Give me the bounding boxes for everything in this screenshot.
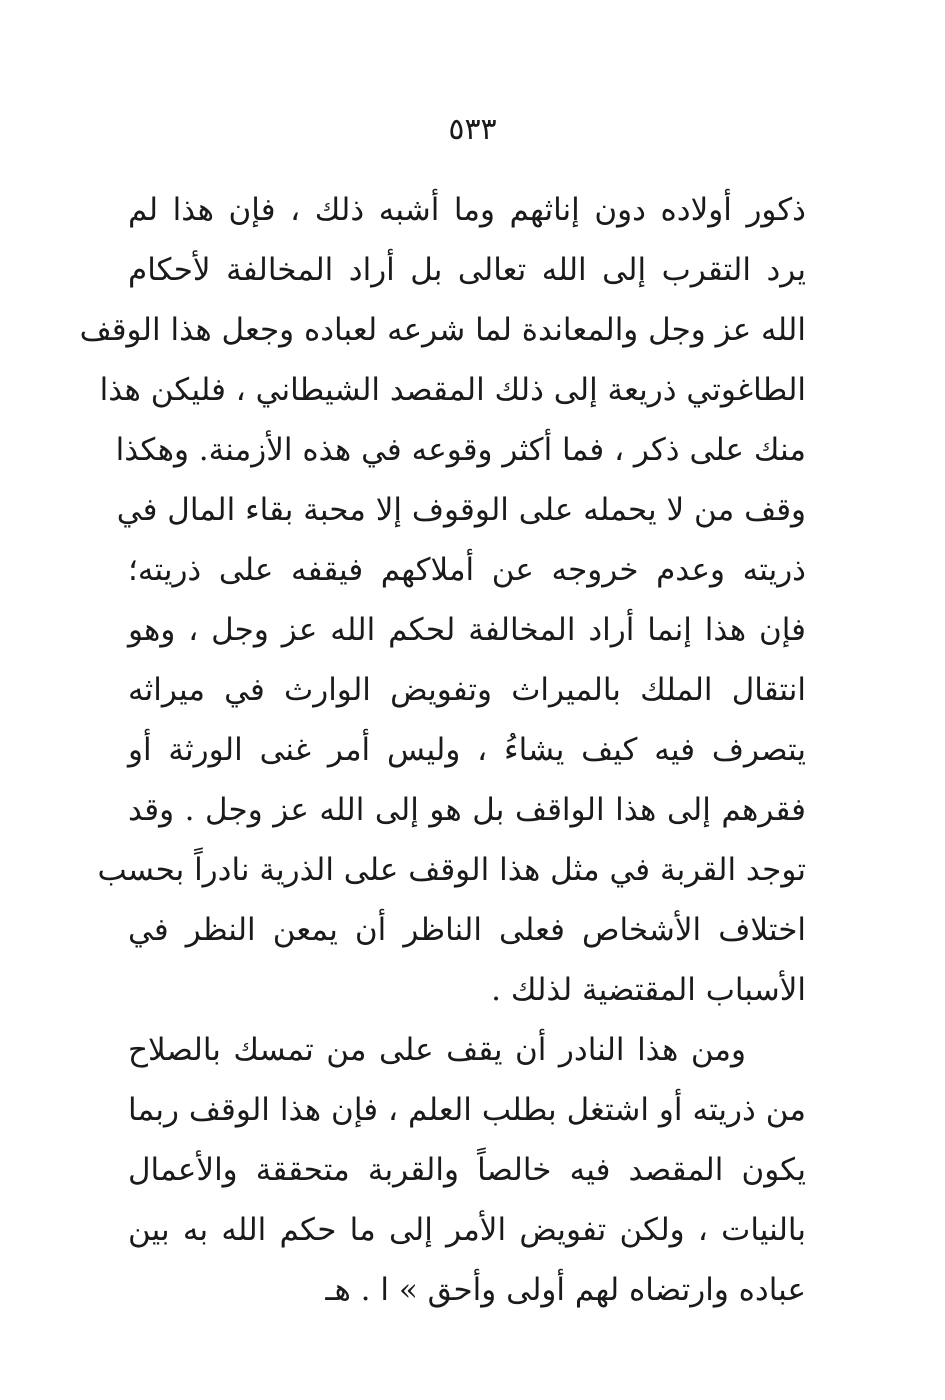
text-line: عباده وارتضاه لهم أولى وأحق » ا . هـ bbox=[325, 1272, 806, 1308]
text-line: انتقال الملك بالميراث وتفويض الوارث في ميراثه bbox=[128, 672, 806, 708]
text-line: بالنيات ، ولكن تفويض الأمر إلى ما حكم الله به بين bbox=[128, 1212, 806, 1248]
text-line: ومن هذا النادر أن يقف على من تمسك بالصلاح bbox=[128, 1032, 746, 1068]
text-line: يكون المقصد فيه خالصاً والقربة متحققة والأعمال bbox=[128, 1152, 806, 1188]
page-number: ٥٣٣ bbox=[448, 112, 497, 147]
text-line: ذكور أولاده دون إناثهم وما أشبه ذلك ، فإن هذا لم bbox=[128, 192, 806, 228]
text-line: يرد التقرب إلى الله تعالى بل أراد المخالفة لأحكام bbox=[128, 252, 806, 288]
text-line: الله عز وجل والمعاندة لما شرعه لعباده وجعل هذا الوقف bbox=[79, 312, 806, 348]
text-line: فقرهم إلى هذا الواقف بل هو إلى الله عز وجل . وقد bbox=[128, 792, 806, 828]
text-line: توجد القربة في مثل هذا الوقف على الذرية نادراً بحسب bbox=[97, 852, 806, 888]
text-line: ذريته وعدم خروجه عن أملاكهم فيقفه على ذريته؛ bbox=[128, 552, 806, 588]
paragraph-1 bbox=[79, 180, 806, 1020]
text-line: فإن هذا إنما أراد المخالفة لحكم الله عز وجل ، وهو bbox=[128, 612, 806, 648]
text-line: وقف من لا يحمله على الوقوف إلا محبة بقاء المال في bbox=[116, 492, 806, 528]
text-line: منك على ذكر ، فما أكثر وقوعه في هذه الأزمنة. وهكذا bbox=[115, 432, 806, 468]
text-line: من ذريته أو اشتغل بطلب العلم ، فإن هذا الوقف ربما bbox=[128, 1092, 806, 1128]
paragraph-2 bbox=[128, 1020, 806, 1320]
page-body bbox=[79, 180, 806, 1320]
text-line: الأسباب المقتضية لذلك . bbox=[491, 972, 806, 1008]
text-line: الطاغوتي ذريعة إلى ذلك المقصد الشيطاني ، فليكن هذا bbox=[99, 372, 806, 408]
text-line: يتصرف فيه كيف يشاءُ ، وليس أمر غنى الورثة أو bbox=[128, 732, 806, 768]
text-line: اختلاف الأشخاص فعلى الناظر أن يمعن النظر في bbox=[128, 912, 806, 948]
